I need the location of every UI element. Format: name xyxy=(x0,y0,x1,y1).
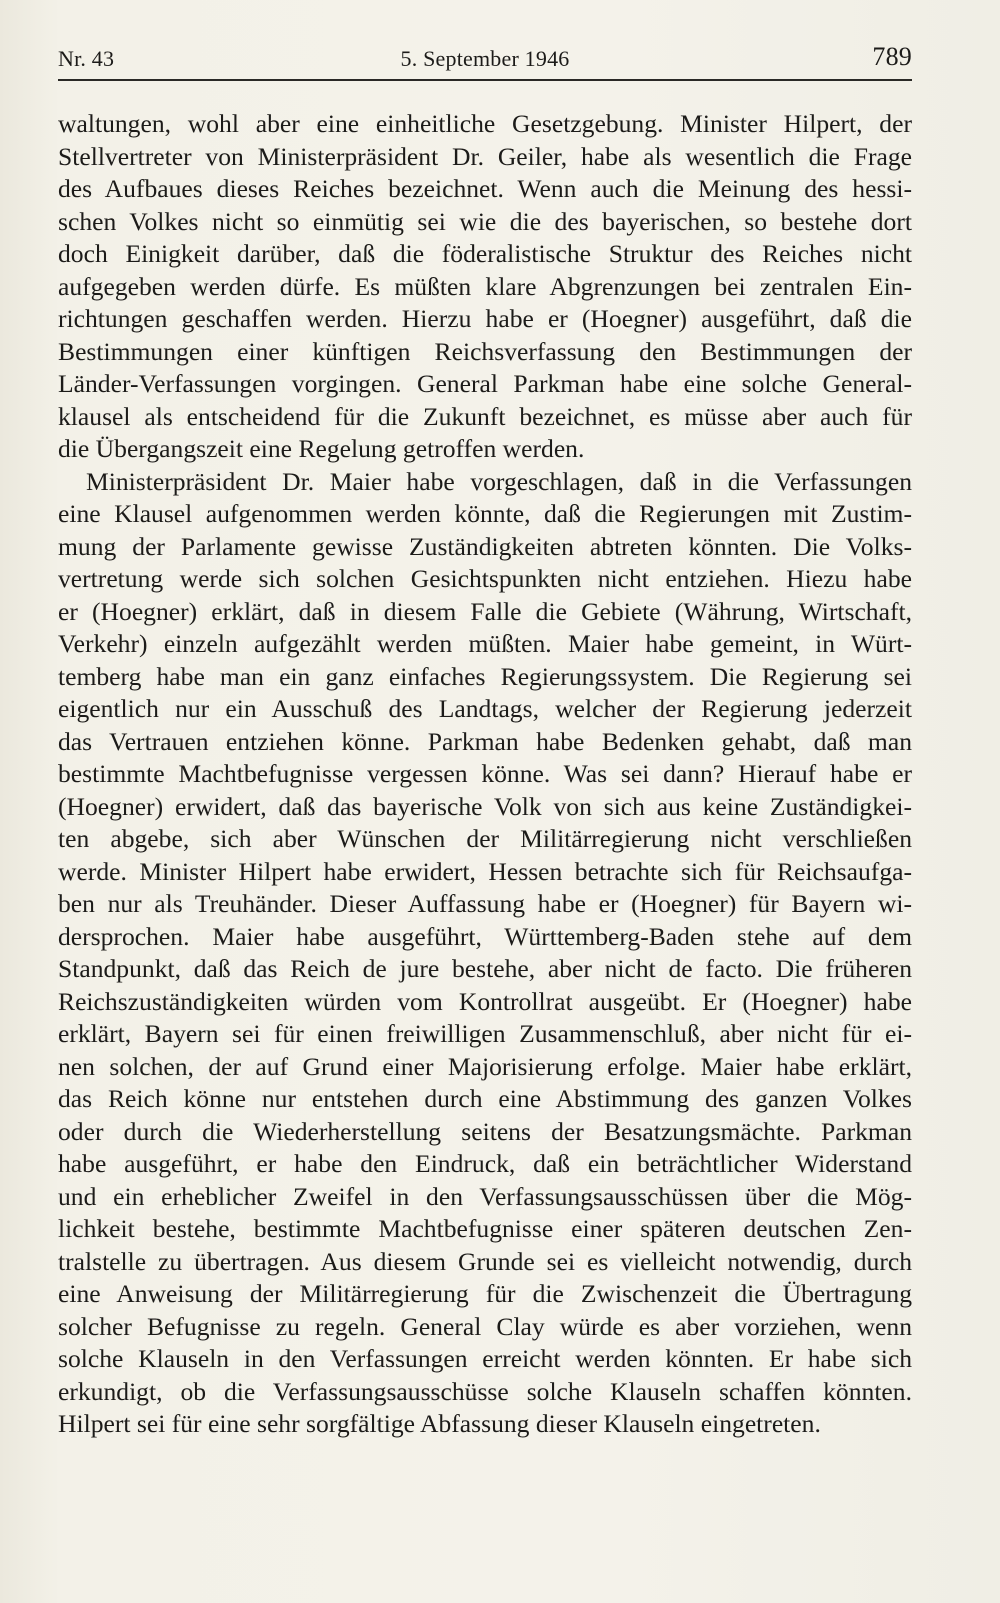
header-rule xyxy=(58,79,912,81)
text-line: schen Volkes nicht so einmütig sei wie die des bayerischen, so bestehe dort xyxy=(58,206,912,236)
page-number: 789 xyxy=(872,42,912,71)
paragraph xyxy=(58,108,912,466)
text-line: ten abgebe, sich aber Wünschen der Militärregierung nicht verschließen xyxy=(58,824,912,853)
text-line: richtungen geschaffen werden. Hierzu habe er (Hoegner) ausgeführt, daß die xyxy=(58,304,912,333)
text-line: ben nur als Treuhänder. Dieser Auffassung habe er (Hoegner) für Bayern wi- xyxy=(58,889,912,918)
text-line: werde. Minister Hilpert habe erwidert, Hessen betrachte sich für Reichsaufga- xyxy=(58,856,912,886)
issue-date: 5. September 1946 xyxy=(400,46,570,71)
text-line: die Übergangszeit eine Regelung getroffen werden. xyxy=(58,434,585,463)
running-header xyxy=(58,42,912,76)
text-line: mung der Parlamente gewisse Zuständigkeiten abtreten könnten. Die Volks- xyxy=(58,531,912,561)
text-line: waltungen, wohl aber eine einheitliche Gesetzgebung. Minister Hilpert, der xyxy=(58,109,912,138)
text-line: bestimmte Machtbefugnisse vergessen könne. Was sei dann? Hierauf habe er xyxy=(58,759,912,788)
text-line: dersprochen. Maier habe ausgeführt, Württemberg-Baden stehe auf dem xyxy=(58,921,912,951)
text-line: Stellvertreter von Ministerpräsident Dr. Geiler, habe als wesentlich die Frage xyxy=(58,141,912,171)
text-line: Reichszuständigkeiten würden vom Kontrollrat ausgeübt. Er (Hoegner) habe xyxy=(58,986,912,1016)
text-line: Länder-Verfassungen vorgingen. General Parkman habe eine solche General- xyxy=(58,369,912,398)
text-line: (Hoegner) erwidert, daß das bayerische Volk von sich aus keine Zuständigkei- xyxy=(58,791,912,821)
text-line: eine Klausel aufgenommen werden könnte, daß die Regierungen mit Zustim- xyxy=(58,499,912,528)
text-line: Standpunkt, daß das Reich de jure bestehe, aber nicht de facto. Die früheren xyxy=(58,954,912,983)
text-line: solcher Befugnisse zu regeln. General Clay würde es aber vorziehen, wenn xyxy=(58,1311,912,1341)
text-line: solche Klauseln in den Verfassungen erreicht werden könnten. Er habe sich xyxy=(58,1344,912,1373)
text-line: klausel als entscheidend für die Zukunft bezeichnet, es müsse aber auch für xyxy=(58,401,912,431)
text-line: eigentlich nur ein Ausschuß des Landtags, welcher der Regierung jederzeit xyxy=(58,694,912,723)
text-line: vertretung werde sich solchen Gesichtspunkten nicht entziehen. Hiezu habe xyxy=(58,564,912,593)
text-line: Bestimmungen einer künftigen Reichsverfassung den Bestimmungen der xyxy=(58,336,912,366)
text-line: das Vertrauen entziehen könne. Parkman habe Bedenken gehabt, daß man xyxy=(58,726,912,756)
text-line: und ein erheblicher Zweifel in den Verfassungsausschüssen über die Mög- xyxy=(58,1181,912,1211)
text-line: des Aufbaues dieses Reiches bezeichnet. Wenn auch die Meinung des hessi- xyxy=(58,174,912,203)
text-line: Verkehr) einzeln aufgezählt werden müßten. Maier habe gemeint, in Würt- xyxy=(58,629,912,658)
text-line: doch Einigkeit darüber, daß die föderalistische Struktur des Reiches nicht xyxy=(58,239,912,268)
text-line: tralstelle zu übertragen. Aus diesem Grunde sei es vielleicht notwendig, durch xyxy=(58,1246,912,1276)
text-line: nen solchen, der auf Grund einer Majorisierung erfolge. Maier habe erklärt, xyxy=(58,1051,912,1081)
text-line: erkundigt, ob die Verfassungsausschüsse solche Klauseln schaffen könnten. xyxy=(58,1376,912,1406)
text-line: aufgegeben werden dürfe. Es müßten klare Abgrenzungen bei zentralen Ein- xyxy=(58,271,912,301)
paragraph xyxy=(58,466,912,1441)
text-line: temberg habe man ein ganz einfaches Regierungssystem. Die Regierung sei xyxy=(58,661,912,691)
text-line: Hilpert sei für eine sehr sorgfältige Abfassung dieser Klauseln eingetreten. xyxy=(58,1409,821,1438)
body-text xyxy=(58,108,912,1441)
text-line: habe ausgeführt, er habe den Eindruck, daß ein beträchtlicher Widerstand xyxy=(58,1149,912,1178)
text-line: das Reich könne nur entstehen durch eine Abstimmung des ganzen Volkes xyxy=(58,1084,912,1113)
text-line: er (Hoegner) erklärt, daß in diesem Falle die Gebiete (Währung, Wirtschaft, xyxy=(58,596,912,626)
issue-number: Nr. 43 xyxy=(58,46,115,71)
text-line: erklärt, Bayern sei für einen freiwilligen Zusammenschluß, aber nicht für ei- xyxy=(58,1019,912,1048)
text-line: Ministerpräsident Dr. Maier habe vorgeschlagen, daß in die Verfassungen xyxy=(86,466,912,496)
text-line: eine Anweisung der Militärregierung für die Zwischenzeit die Übertragung xyxy=(58,1279,912,1308)
text-line: oder durch die Wiederherstellung seitens der Besatzungsmächte. Parkman xyxy=(58,1116,912,1146)
text-line: lichkeit bestehe, bestimmte Machtbefugnisse einer späteren deutschen Zen- xyxy=(58,1214,912,1243)
